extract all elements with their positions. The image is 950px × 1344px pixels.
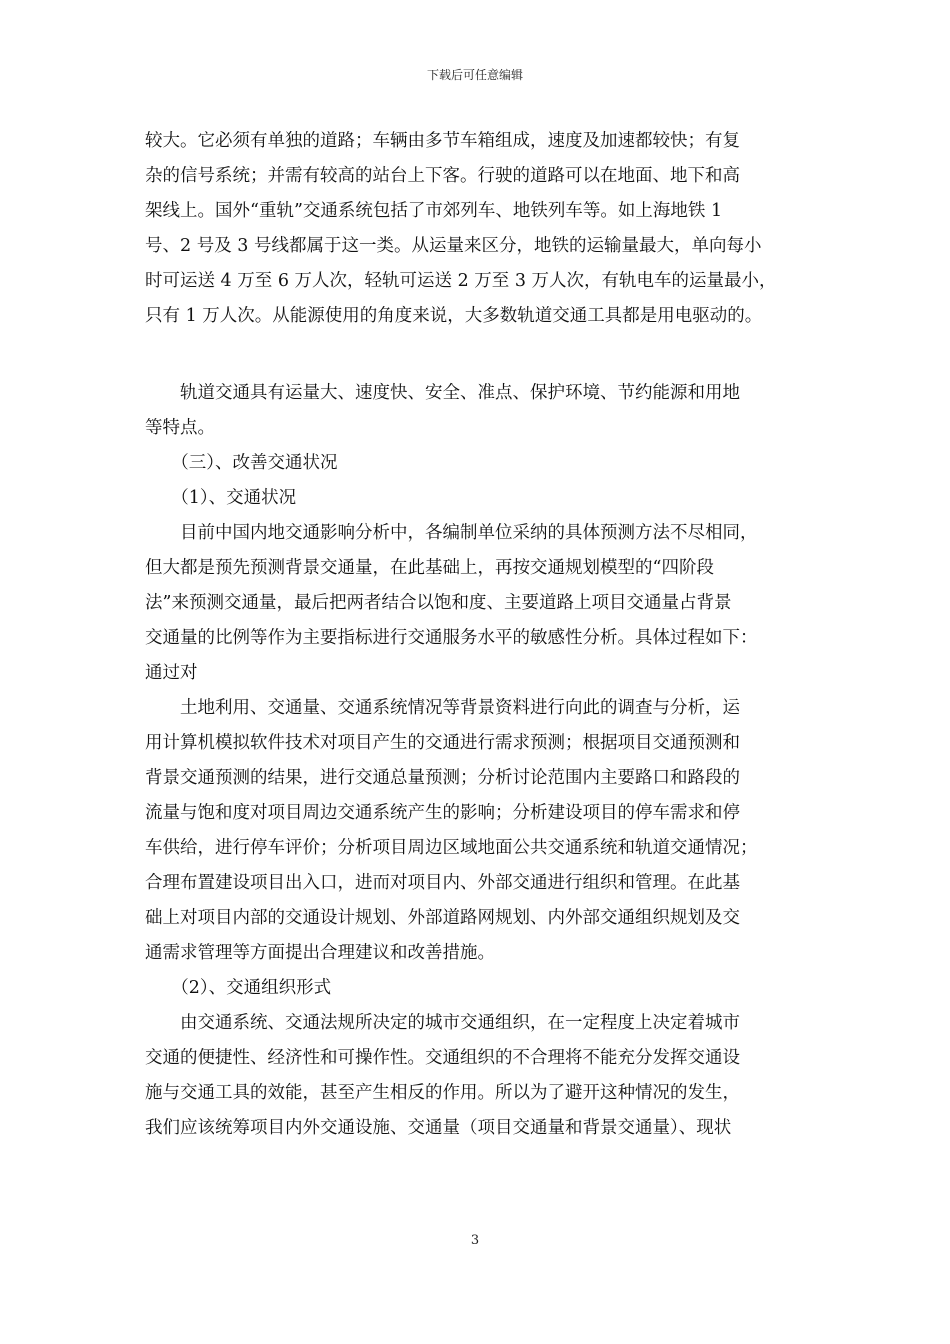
body-line: 由交通系统、交通法规所决定的城市交通组织，在一定程度上决定着城市 — [145, 1013, 740, 1033]
body-line: 背景交通预测的结果，进行交通总量预测；分析讨论范围内主要路口和路段的 — [145, 768, 740, 788]
body-line: 合理布置建设项目出入口，进而对项目内、外部交通进行组织和管理。在此基 — [145, 873, 740, 893]
body-line: 础上对项目内部的交通设计规划、外部道路网规划、内外部交通组织规划及交 — [145, 908, 740, 928]
body-line: 时可运送 4 万至 6 万人次，轻轨可运送 2 万至 3 万人次，有轨电车的运量最小， — [145, 271, 777, 291]
body-line: 交通的便捷性、经济性和可操作性。交通组织的不合理将不能充分发挥交通设 — [145, 1048, 740, 1068]
body-line: 交通量的比例等作为主要指标进行交通服务水平的敏感性分析。具体过程如下： — [145, 628, 758, 648]
section-heading: （三）、改善交通状况 — [145, 453, 338, 473]
page-header: 下载后可任意编辑 — [426, 68, 523, 82]
body-line: 等特点。 — [145, 418, 215, 438]
body-line: 我们应该统筹项目内外交通设施、交通量（项目交通量和背景交通量）、现状 — [145, 1118, 732, 1138]
body-line: 流量与饱和度对项目周边交通系统产生的影响；分析建设项目的停车需求和停 — [145, 803, 740, 823]
subsection-heading: （2）、交通组织形式 — [145, 978, 332, 998]
body-line: 车供给，进行停车评价；分析项目周边区域地面公共交通系统和轨道交通情况； — [145, 838, 758, 858]
body-line: 较大。它必须有单独的道路；车辆由多节车箱组成，速度及加速都较快；有复 — [145, 131, 740, 151]
subsection-heading: （1）、交通状况 — [145, 488, 297, 508]
body-line: 但大都是预先预测背景交通量，在此基础上，再按交通规划模型的“四阶段 — [145, 558, 714, 578]
body-line: 施与交通工具的效能，甚至产生相反的作用。所以为了避开这种情况的发生， — [145, 1083, 740, 1103]
body-line: 土地利用、交通量、交通系统情况等背景资料进行向此的调查与分析，运 — [145, 698, 740, 718]
body-line: 号、2 号及 3 号线都属于这一类。从运量来区分，地铁的运输量最大，单向每小 — [145, 236, 762, 256]
body-line: 杂的信号系统；并需有较高的站台上下客。行驶的道路可以在地面、地下和高 — [145, 166, 740, 186]
body-line: 通过对 — [145, 663, 198, 683]
body-line: 目前中国内地交通影响分析中，各编制单位采纳的具体预测方法不尽相同， — [145, 523, 758, 543]
page-number: 3 — [470, 1233, 480, 1248]
body-line: 轨道交通具有运量大、速度快、安全、准点、保护环境、节约能源和用地 — [145, 383, 740, 403]
body-line: 用计算机模拟软件技术对项目产生的交通进行需求预测；根据项目交通预测和 — [145, 733, 740, 753]
body-line: 通需求管理等方面提出合理建议和改善措施。 — [145, 943, 495, 963]
body-line: 法”来预测交通量，最后把两者结合以饱和度、主要道路上项目交通量占背景 — [145, 593, 732, 613]
body-line: 只有 1 万人次。从能源使用的角度来说，大多数轨道交通工具都是用电驱动的。 — [145, 306, 763, 326]
body-line: 架线上。国外“重轨”交通系统包括了市郊列车、地铁列车等。如上海地铁 1 — [145, 201, 723, 221]
